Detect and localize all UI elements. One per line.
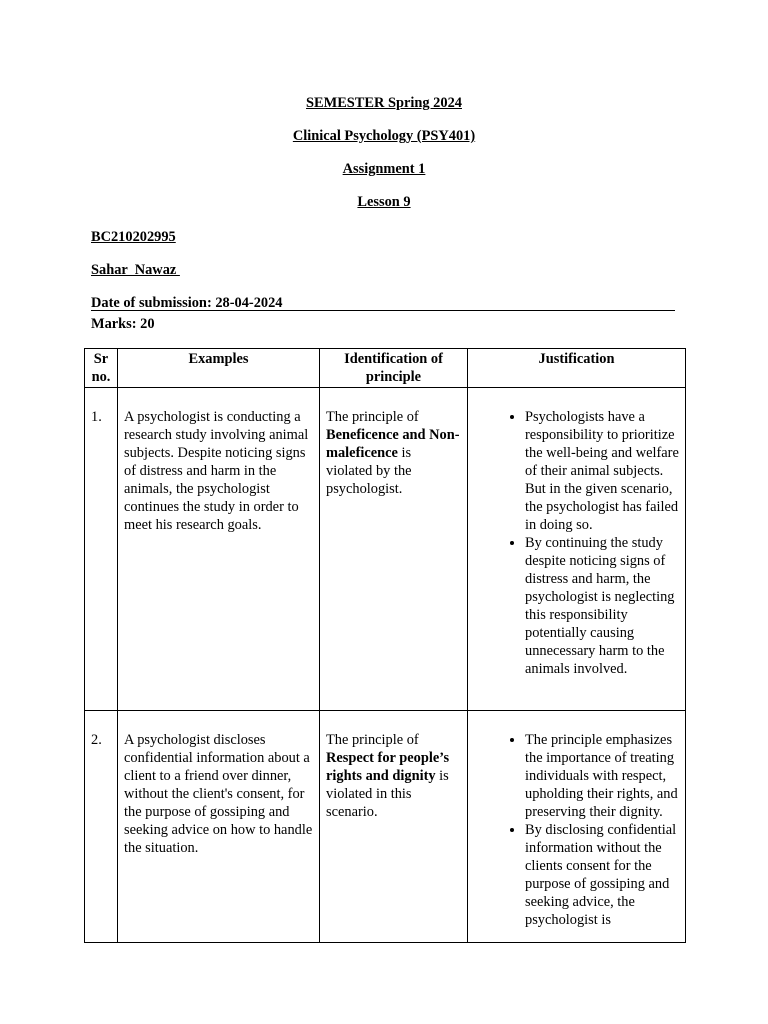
list-item: • The principle emphasizes the importance of treating individuals with respect, upholding their rights, and preserving their dignity. [525, 731, 679, 821]
date-underline [91, 310, 675, 311]
header-examples: Examples [118, 349, 320, 388]
semester-heading: SEMESTER Spring 2024 [306, 95, 462, 111]
marks: Marks: 20 [91, 316, 155, 332]
header-sr: Sr no. [85, 349, 118, 388]
justification-list [474, 731, 679, 929]
student-name: Sahar Nawaz [91, 262, 180, 278]
list-item: • By disclosing confidential information without the clients consent for the purpose of gossiping and seeking advice, the psychologist is [525, 821, 679, 929]
submission-date: Date of submission: 28-04-2024 [91, 295, 283, 311]
row-sr: 2. [85, 711, 118, 943]
assignment-heading: Assignment 1 [342, 161, 426, 177]
row-justification [468, 711, 686, 943]
row-principle [320, 711, 468, 943]
principle-name: Beneficence and Non-maleficence [326, 427, 460, 461]
principle-prefix: The principle of [326, 409, 419, 425]
lesson-heading: Lesson 9 [357, 194, 411, 210]
row-justification [468, 388, 686, 711]
table-row [85, 711, 686, 943]
row-principle [320, 388, 468, 711]
principle-suffix: is violated in this scenario. [326, 768, 449, 820]
assignment-table [84, 348, 686, 943]
row-sr: 1. [85, 388, 118, 711]
list-item: • By continuing the study despite noticing signs of distress and harm, the psychologist is neglecting this responsibility potentially causing unnecessary harm to the animals involved. [525, 534, 679, 678]
list-item: • Psychologists have a responsibility to prioritize the well-being and welfare of their animal subjects. But in the given scenario, the psychologist has failed in doing so. [525, 408, 679, 534]
student-id: BC210202995 [91, 229, 176, 245]
justification-list [474, 408, 679, 678]
course-heading: Clinical Psychology (PSY401) [292, 128, 476, 144]
header-principle: Identification of principle [320, 349, 468, 388]
row-example: A psychologist is conducting a research study involving animal subjects. Despite noticing signs of distress and harm in the animals, the psychologist continues the study in order to meet his research goals. [118, 388, 320, 711]
row-example: A psychologist discloses confidential information about a client to a friend over dinner, without the client's consent, for the purpose of gossiping and seeking advice on how to handle the situation. [118, 711, 320, 943]
header-justification: Justification [468, 349, 686, 388]
principle-prefix: The principle of [326, 732, 419, 748]
principle-name: Respect for people’s rights and dignity [326, 750, 450, 784]
table-header-row [85, 349, 686, 388]
table-row [85, 388, 686, 711]
principle-suffix: is violated by the psychologist. [326, 445, 412, 497]
